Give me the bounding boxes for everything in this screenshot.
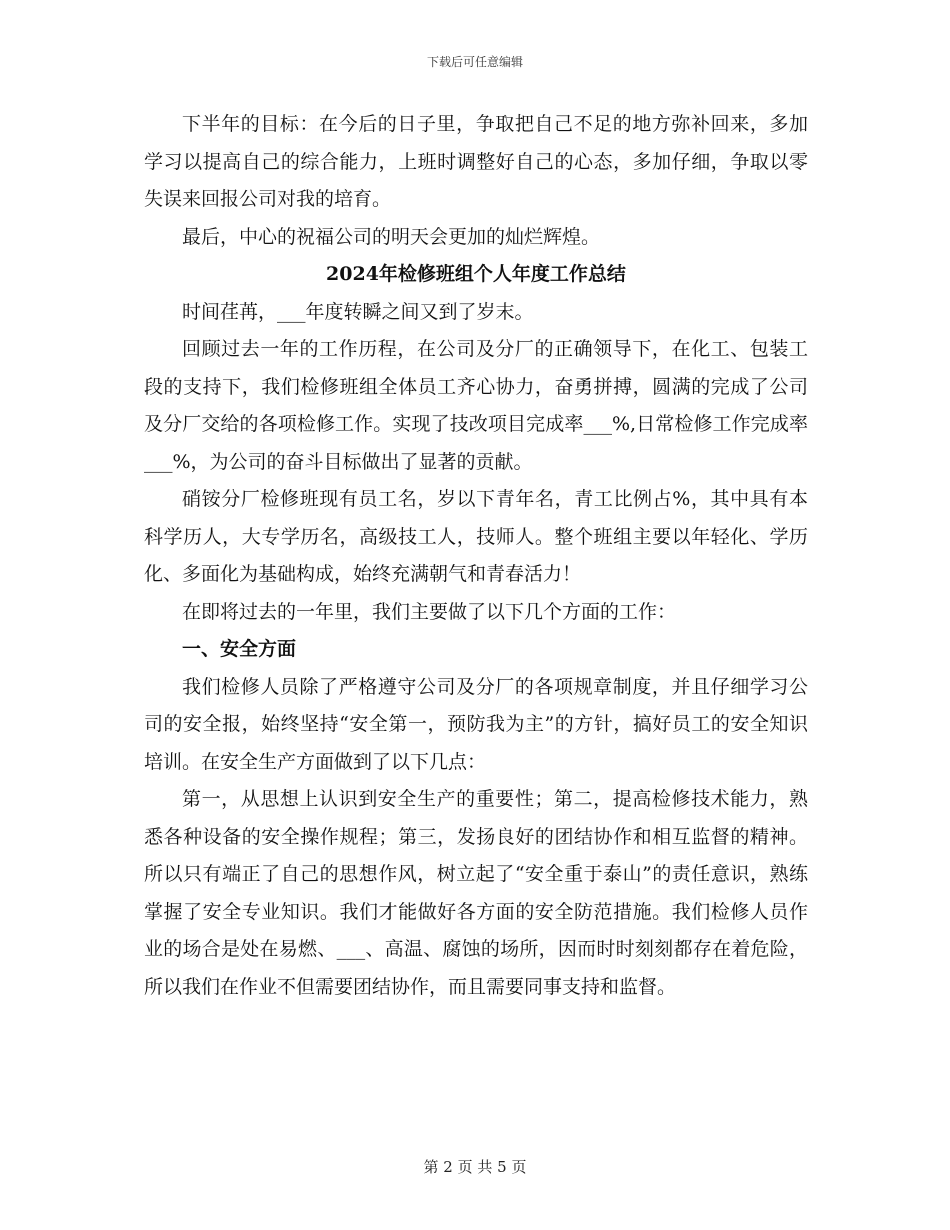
- paragraph-safety-rules: 我们检修人员除了严格遵守公司及分厂的各项规章制度，并且仔细学习公司的安全报，始终坚持“安全第一，预防我为主”的方针，搞好员工的安全知识培训。在安全生产方面做到了以下几点：: [144, 675, 808, 773]
- page-number: 第 2 页 共 5 页: [423, 1158, 527, 1176]
- document-title: 2024年检修班组个人年度工作总结: [326, 263, 626, 285]
- paragraph-blessing: 最后，中心的祝福公司的明天会更加的灿烂辉煌。: [182, 225, 601, 248]
- page-header-note: 下载后可任意编辑: [426, 55, 523, 69]
- paragraph-safety-points: 第一，从思想上认识到安全生产的重要性；第二，提高检修技术能力，熟悉各种设备的安全操作规程；第三，发扬良好的团结协作和相互监督的精神。所以只有端正了自己的思想作风，树立起了“安全重于泰山”的责任意识，熟练掌握了安全专业知识。我们才能做好各方面的安全防范措施。我们检修人员作业的场合是处在易燃、___、高温、腐蚀的场所，因而时时刻刻都存在着危险，所以我们在作业不但需要团结协作，而且需要同事支持和监督。: [144, 788, 808, 998]
- document-body: [144, 106, 808, 1006]
- paragraph-work-overview: 在即将过去的一年里，我们主要做了以下几个方面的工作：: [182, 600, 677, 623]
- paragraph-team: 硝铵分厂检修班现有员工名，岁以下青年名，青工比例占%，其中具有本科学历人，大专学历名，高级技工人，技师人。整个班组主要以年轻化、学历化、多面化为基础构成，始终充满朝气和青春活力！: [144, 488, 808, 585]
- paragraph-goals: 下半年的目标：在今后的日子里，争取把自己不足的地方弥补回来，多加学习以提高自己的综合能力，上班时调整好自己的心态，多加仔细，争取以零失误来回报公司对我的培育。: [144, 113, 808, 210]
- section-heading-safety: 一、安全方面: [182, 638, 297, 660]
- paragraph-intro: 时间荏苒，___年度转瞬之间又到了岁末。: [182, 300, 534, 323]
- paragraph-review: 回顾过去一年的工作历程，在公司及分厂的正确领导下，在化工、包装工段的支持下，我们检修班组全体员工齐心协力，奋勇拼搏，圆满的完成了公司及分厂交给的各项检修工作。实现了技改项目完成率___%,日常检修工作完成率___%，为公司的奋斗目标做出了显著的贡献。: [144, 338, 808, 473]
